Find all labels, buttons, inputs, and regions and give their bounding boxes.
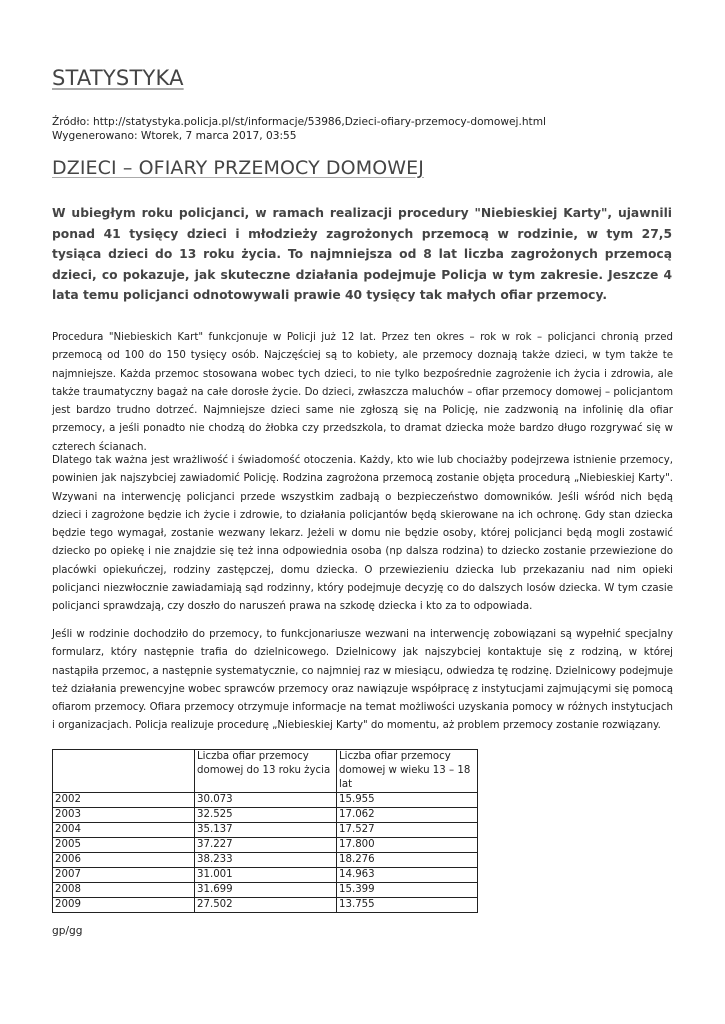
value-cell: 27.502 <box>195 898 337 913</box>
source-line: Źródło: http://statystyka.policja.pl/st/informacje/53986,Dzieci-ofiary-przemocy-domowej.html <box>52 116 546 128</box>
year-cell: 2007 <box>53 868 195 883</box>
year-cell: 2003 <box>53 808 195 823</box>
value-cell: 17.062 <box>337 808 478 823</box>
article-paragraph: Jeśli w rodzinie dochodziło do przemocy, to funkcjonariusze wezwani na interwencję zobowiązani są wypełnić specjalny formularz, który następnie trafia do dzielnicowego. Dzielnicowy jak najszybciej kontaktuje się z rodziną, w której nastąpiła przemoc, a następnie systematycznie, co najmniej raz w miesiącu, odwiedza tę rodzinę. Dzielnicowy podejmuje też działania prewencyjne wobec sprawców przemocy oraz nawiązuje współpracę z instytucjami zajmującymi się pomocą ofiarom przemocy. Ofiara przemocy otrzymuje informacje na temat możliwości uzyskania pomocy w różnych instytucjach i organizacjach. Policja realizuje procedurę „Niebieskiej Karty" do momentu, aż problem przemocy zostanie rozwiązany. <box>52 629 673 732</box>
value-cell: 15.399 <box>337 883 478 898</box>
generated-line: Wygenerowano: Wtorek, 7 marca 2017, 03:55 <box>52 130 297 142</box>
value-cell: 18.276 <box>337 853 478 868</box>
table-row <box>53 793 478 808</box>
table-row <box>53 898 478 913</box>
year-cell: 2002 <box>53 793 195 808</box>
year-cell: 2008 <box>53 883 195 898</box>
year-cell: 2005 <box>53 838 195 853</box>
value-cell: 13.755 <box>337 898 478 913</box>
value-cell: 17.800 <box>337 838 478 853</box>
value-cell: 31.001 <box>195 868 337 883</box>
header-cell-year <box>53 750 195 793</box>
document-meta <box>52 115 677 143</box>
table-row <box>53 808 478 823</box>
year-cell: 2006 <box>53 853 195 868</box>
table-header-row <box>53 750 478 793</box>
value-cell: 38.233 <box>195 853 337 868</box>
year-cell: 2009 <box>53 898 195 913</box>
value-cell: 32.525 <box>195 808 337 823</box>
value-cell: 30.073 <box>195 793 337 808</box>
statistics-table <box>52 749 478 913</box>
site-title: STATYSTYKA <box>52 66 184 90</box>
article-paragraph: Procedura "Niebieskich Kart" funkcjonuje w Policji już 12 lat. Przez ten okres – rok w rok – policjanci chronią przed przemocą od 100 do 150 tysięcy osób. Najczęściej są to kobiety, ale przemocy doznają także dzieci, w tym także te najmniejsze. Każda przemoc stosowana wobec tych dzieci, to nie tylko bezpośrednie zagrożenie ich życia i zdrowia, ale także traumatyczny bagaż na całe dorosłe życie. Do dzieci, zwłaszcza maluchów – ofiar przemocy domowej – policjantom jest bardzo trudno dotrzeć. Najmniejsze dzieci same nie zgłoszą się na Policję, nie zadzwonią na infolinię dla ofiar przemocy, a jeśli ponadto nie chodzą do żłobka czy przedszkola, to dramat dziecka może bardzo długo rozgrywać się w czterech ścianach. <box>52 332 673 453</box>
year-cell: 2004 <box>53 823 195 838</box>
value-cell: 15.955 <box>337 793 478 808</box>
author-signature: gp/gg <box>52 925 83 937</box>
table-row <box>53 853 478 868</box>
table-row <box>53 838 478 853</box>
header-cell-under-13: Liczba ofiar przemocy domowej do 13 roku życia <box>195 750 337 793</box>
header-cell-13-18: Liczba ofiar przemocy domowej w wieku 13 – 18 lat <box>337 750 478 793</box>
value-cell: 35.137 <box>195 823 337 838</box>
table-row <box>53 883 478 898</box>
article-paragraph: Dlatego tak ważna jest wrażliwość i świadomość otoczenia. Każdy, kto wie lub chociażby podejrzewa istnienie przemocy, powinien jak najszybciej zawiadomić Policję. Rodzina zagrożona przemocą zostanie objęta procedurą „Niebieskiej Karty". Wzywani na interwencję policjanci przede wszystkim zadbają o bezpieczeństwo domowników. Jeśli wśród nich będą dzieci i zagrożone będzie ich życie i zdrowie, to działania policjantów będą skierowane na ich ochronę. Gdy stan dziecka będzie tego wymagał, zostanie wezwany lekarz. Jeżeli w domu nie będzie osoby, której policjanci będą mogli zostawić dziecko po opiekę i nie znajdzie się też inna odpowiednia osoba (np dalsza rodzina) to dziecko zostanie przewiezione do placówki opiekuńczej, rodziny zastępczej, domu dziecka. O przewiezieniu dziecka lub przekazaniu nad nim opieki policjanci niezwłocznie zawiadamiają sąd rodzinny, który podejmuje decyzję co do dalszych losów dziecka. W tym czasie policjanci sprawdzają, czy doszło do naruszeń prawa na szkodę dziecka i kto za to odpowiada. <box>52 455 673 613</box>
article-title: DZIECI – OFIARY PRZEMOCY DOMOWEJ <box>52 157 424 179</box>
value-cell: 17.527 <box>337 823 478 838</box>
table-row <box>53 868 478 883</box>
article-lead: W ubiegłym roku policjanci, w ramach realizacji procedury "Niebieskiej Karty", ujawnili ponad 41 tysięcy dzieci i młodzieży zagrożonych przemocą w rodzinie, w tym 27,5 tysiąca dzieci do 13 roku życia. To najmniejsza od 8 lat liczba zagrożonych przemocą dzieci, co pokazuje, jak skuteczne działania podejmuje Policja w tym zakresie. Jeszcze 4 lata temu policjanci odnotowywali prawie 40 tysięcy tak małych ofiar przemocy. <box>52 206 672 302</box>
value-cell: 14.963 <box>337 868 478 883</box>
table-row <box>53 823 478 838</box>
value-cell: 31.699 <box>195 883 337 898</box>
value-cell: 37.227 <box>195 838 337 853</box>
